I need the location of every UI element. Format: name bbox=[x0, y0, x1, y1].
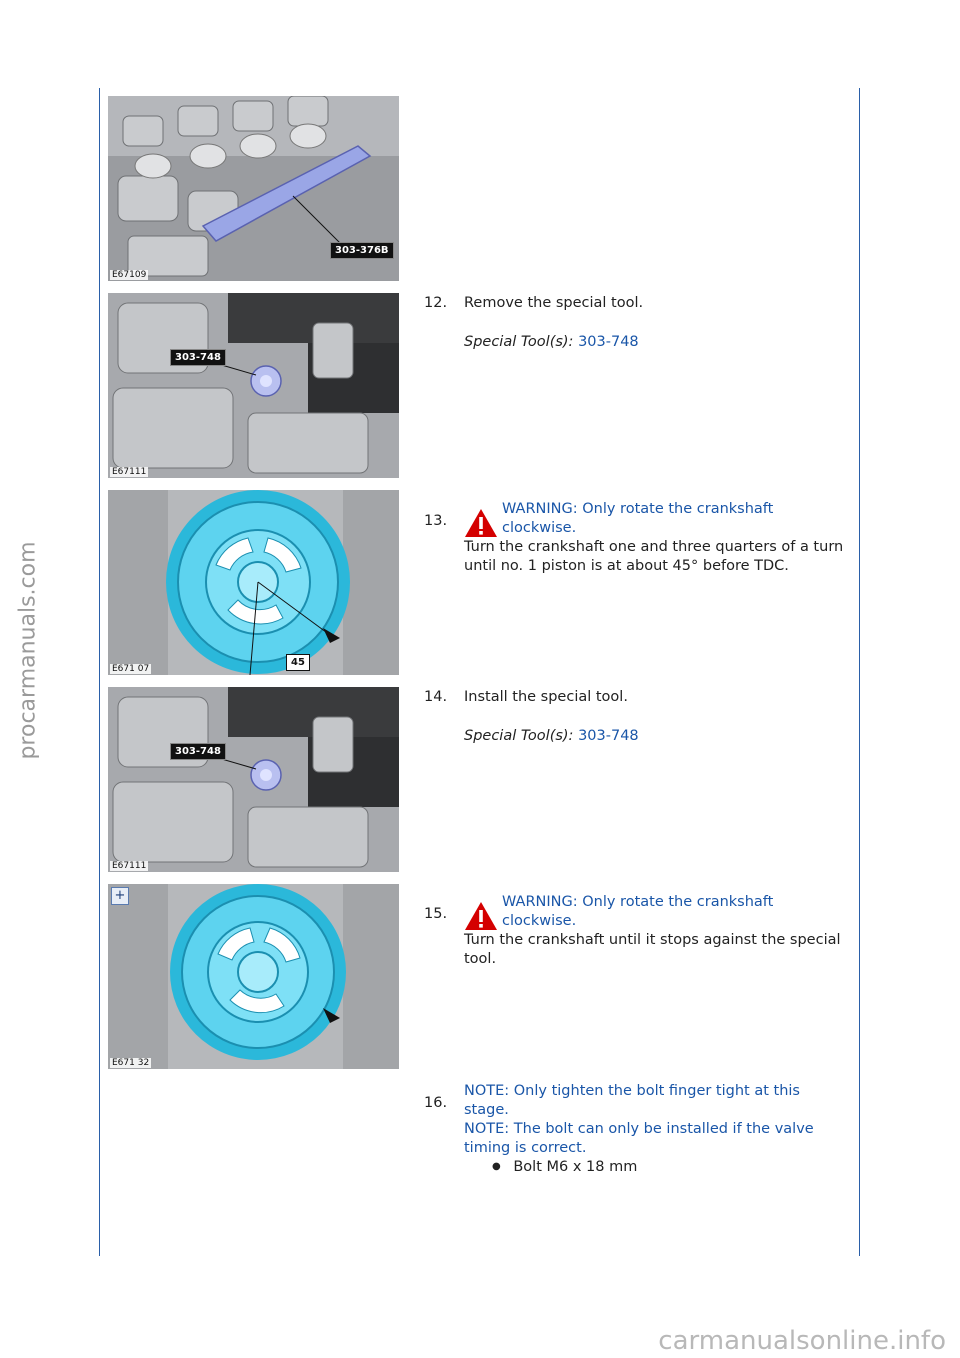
step-number: 13. bbox=[424, 513, 448, 529]
figure-crank-pulley-stop bbox=[108, 884, 399, 1069]
figure-callout: 45 bbox=[286, 654, 310, 671]
figure-illustration bbox=[108, 490, 399, 675]
figure-code: E67111 bbox=[112, 861, 147, 871]
figure-illustration bbox=[108, 884, 399, 1069]
step-16 bbox=[424, 1082, 844, 1178]
special-tool-link[interactable]: 303-748 bbox=[578, 334, 639, 350]
warning-text: WARNING: Only rotate the crankshaft clockwise. bbox=[502, 501, 774, 536]
side-watermark bbox=[8, 520, 48, 780]
special-tools bbox=[464, 727, 844, 746]
figure-illustration bbox=[108, 687, 399, 872]
step-text: Remove the special tool. bbox=[464, 295, 644, 311]
figure-timing-pin bbox=[108, 293, 399, 478]
step-number: 12. bbox=[424, 295, 448, 311]
figure-code: E67111 bbox=[112, 467, 147, 477]
figure-code: E671 32 bbox=[112, 1058, 150, 1068]
special-tools-label: Special Tool(s): bbox=[464, 334, 574, 350]
left-margin-rule bbox=[99, 88, 100, 1256]
figure-timing-pin-install bbox=[108, 687, 399, 872]
special-tools bbox=[464, 333, 844, 352]
figure-code: E671 07 bbox=[112, 664, 150, 674]
right-margin-rule bbox=[859, 88, 860, 1256]
note-text: NOTE: The bolt can only be installed if the valve timing is correct. bbox=[464, 1121, 814, 1156]
figure-callout: 303-748 bbox=[170, 349, 226, 366]
warning-icon bbox=[464, 901, 498, 931]
bullet-text: Bolt M6 x 18 mm bbox=[513, 1159, 638, 1175]
figure-code: E67109 bbox=[112, 270, 147, 280]
step-14 bbox=[424, 688, 844, 746]
figure-crank-pulley-45 bbox=[108, 490, 399, 675]
step-text: Turn the crankshaft one and three quarters of a turn until no. 1 piston is at about 45° before TDC. bbox=[464, 539, 844, 574]
step-12 bbox=[424, 294, 844, 352]
step-number: 14. bbox=[424, 689, 448, 705]
figure-callout: 303-748 bbox=[170, 743, 226, 760]
step-15 bbox=[424, 893, 844, 969]
step-text: Install the special tool. bbox=[464, 689, 628, 705]
warning-icon bbox=[464, 508, 498, 538]
bottom-watermark: carmanualsonline.info bbox=[658, 1326, 946, 1356]
figure-camshaft-tool bbox=[108, 96, 399, 281]
step-number: 16. bbox=[424, 1095, 448, 1111]
bullet-item bbox=[492, 1158, 844, 1178]
special-tool-link[interactable]: 303-748 bbox=[578, 728, 639, 744]
special-tools-label: Special Tool(s): bbox=[464, 728, 574, 744]
warning-text: WARNING: Only rotate the crankshaft clockwise. bbox=[502, 894, 774, 929]
figure-illustration bbox=[108, 293, 399, 478]
side-watermark-text: procarmanuals.com bbox=[15, 540, 41, 760]
figure-callout: 303-376B bbox=[330, 242, 394, 259]
step-text: Turn the crankshaft until it stops against the special tool. bbox=[464, 932, 841, 967]
note-text: NOTE: Only tighten the bolt finger tight at this stage. bbox=[464, 1083, 800, 1118]
zoom-icon[interactable]: + bbox=[111, 887, 129, 905]
step-13 bbox=[424, 500, 844, 576]
step-number: 15. bbox=[424, 906, 448, 922]
